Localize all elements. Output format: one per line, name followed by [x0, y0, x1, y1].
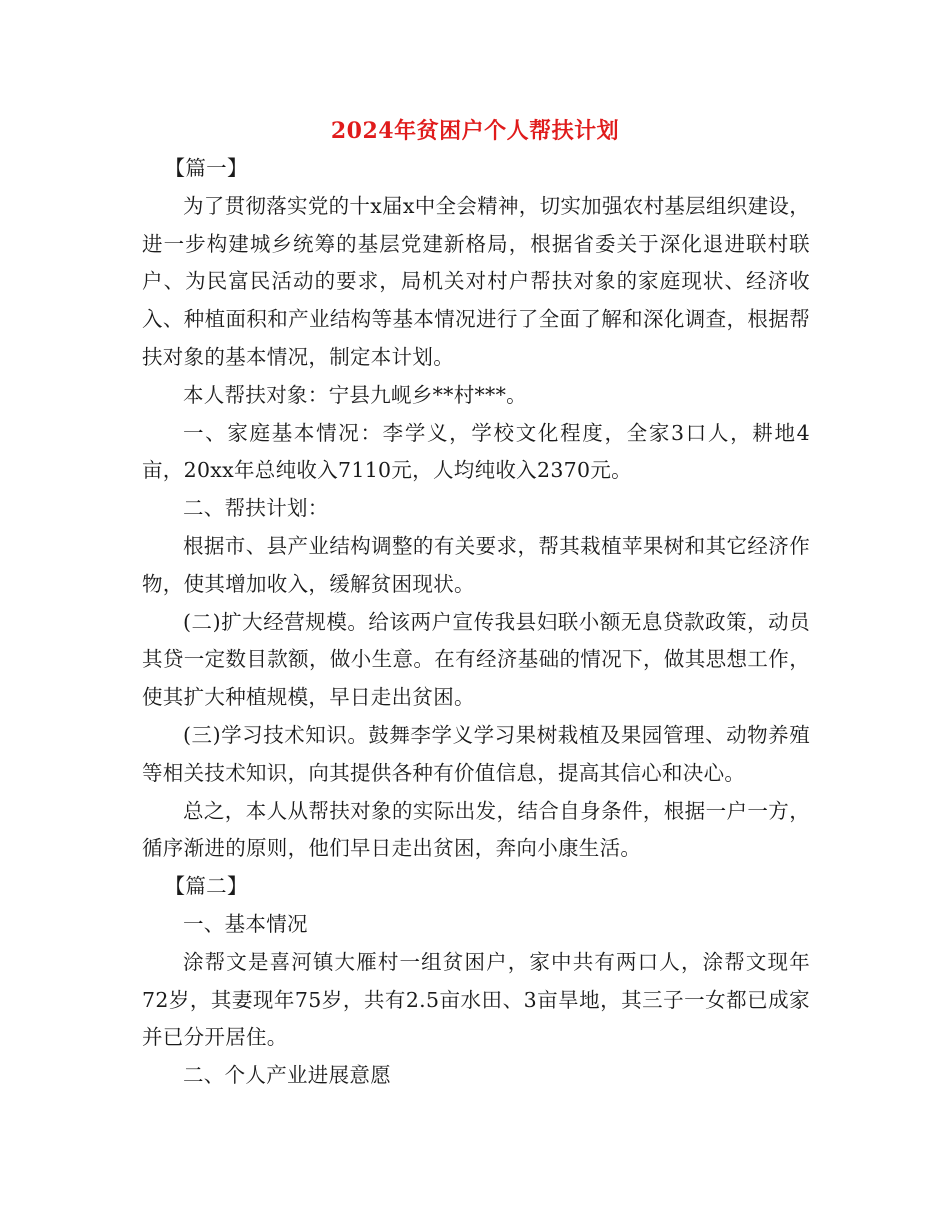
- paragraph: 二、个人产业进展意愿: [183, 1063, 391, 1088]
- document-body: [142, 150, 810, 1095]
- paragraph: 本人帮扶对象：宁县九岘乡**村***。: [183, 382, 527, 407]
- document-title: 2024年贫困户个人帮扶计划: [330, 118, 620, 144]
- paragraph: (三)学习技术知识。鼓舞李学义学习果树栽植及果园管理、动物养殖等相关技术知识，向其提供各种有价值信息，提高其信心和决心。: [142, 722, 810, 785]
- paragraph: 为了贯彻落实党的十x届x中全会精神，切实加强农村基层组织建设，进一步构建城乡统筹的基层党建新格局，根据省委关于深化退进联村联户、为民富民活动的要求，局机关对村户帮扶对象的家庭现状、经济收入、种植面积和产业结构等基本情况进行了全面了解和深化调查，根据帮扶对象的基本情况，制定本计划。: [142, 193, 810, 369]
- paragraph: 二、帮扶计划：: [183, 496, 329, 521]
- paragraph: (二)扩大经营规模。给该两户宣传我县妇联小额无息贷款政策，动员其贷一定数目款额，做小生意。在有经济基础的情况下，做其思想工作，使其扩大种植规模，早日走出贫困。: [142, 609, 810, 710]
- paragraph: 总之，本人从帮扶对象的实际出发，结合自身条件，根据一户一方，循序渐进的原则，他们早日走出贫困，奔向小康生活。: [142, 798, 810, 861]
- section-heading: 【篇二】: [164, 874, 248, 899]
- paragraph: 一、家庭基本情况：李学义，学校文化程度，全家3口人，耕地4亩，20xx年总纯收入7110元，人均纯收入2370元。: [142, 420, 810, 483]
- section-heading: 【篇一】: [164, 156, 248, 180]
- paragraph: 一、基本情况: [183, 911, 308, 936]
- paragraph: 涂帮文是喜河镇大雁村一组贫困户，家中共有两口人，涂帮文现年72岁，其妻现年75岁，共有2.5亩水田、3亩旱地，其三子一女都已成家并已分开居住。: [142, 949, 810, 1050]
- paragraph: 根据市、县产业结构调整的有关要求，帮其栽植苹果树和其它经济作物，使其增加收入，缓解贫困现状。: [142, 533, 810, 596]
